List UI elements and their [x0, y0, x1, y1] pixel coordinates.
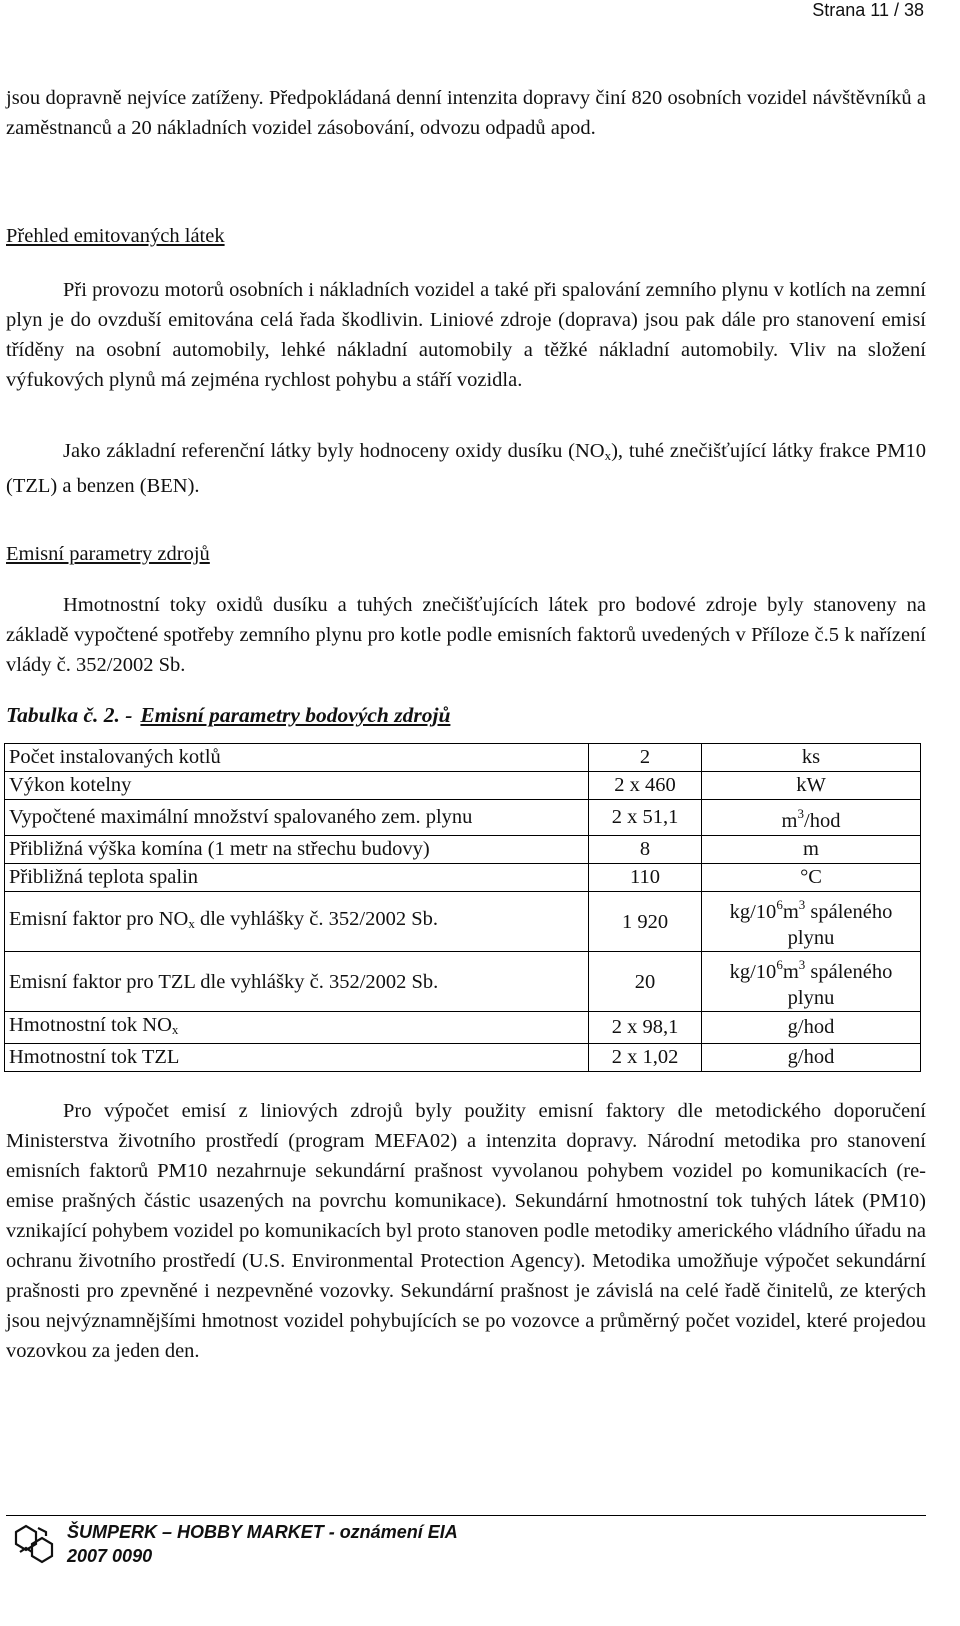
paragraph-line-sources: Pro výpočet emisí z liniových zdrojů byly použity emisní faktory dle metodického doporučení Ministerstva životního prostředí (program MEFA02) a intenzita dopravy. Národní metodika pro stanovení emisních faktorů PM10 nezahrnuje sekundární prašnost vyvolanou pohybem vozidel po komunikacích (re-emise prašných částic usazených na povrchu komunikace). Sekundární hmotnostní tok tuhých látek (PM10) vznikající pohybem vozidel po komunikacích byl proto stanoven podle metodiky amerického vládního úřadu na ochranu životního prostředí (U.S. Environmental Protection Agency). Metodika umožňuje výpočet sekundární prašnosti pro zpevněné i nezpevněné vozovky. Sekundární prašnost je závislá na celé řadě činitelů, ze kterých jsou nejvýznamnějšími hmotnost vozidel pohybujících se po vozovce a průměrný počet vozidel, které projedou vozovkou za jeden den. [6, 1100, 926, 1362]
value-cell: 2 [589, 744, 702, 772]
unit-cell: m [702, 836, 921, 864]
table-row [5, 892, 921, 952]
heading-source-params: Emisní parametry zdrojů [6, 543, 210, 565]
value-cell: 20 [589, 952, 702, 1012]
page-number: Strana 11 / 38 [812, 0, 924, 20]
unit-cell: ks [702, 744, 921, 772]
table-title [6, 703, 926, 728]
value-cell: 2 x 98,1 [589, 1012, 702, 1044]
table-row [5, 836, 921, 864]
param-cell: Emisní faktor pro TZL dle vyhlášky č. 352/2002 Sb. [5, 952, 589, 1012]
unit-cell: $kg/10^6m^3$ spáleného plynu [702, 892, 921, 952]
table-row [5, 772, 921, 800]
param-cell: Výkon kotelny [5, 772, 589, 800]
table-row [5, 1012, 921, 1044]
section-reference-substances [6, 436, 926, 501]
param-cell: Přibližná teplota spalin [5, 864, 589, 892]
section-source-params [6, 543, 926, 566]
paragraph-emissions-description: Při provozu motorů osobních i nákladních vozidel a také při spalování zemního plynu v kotlích na zemní plyn je do ovzduší emitována celá řada škodlivin. Liniové zdroje (doprava) jsou pak dále pro stanovení emisí tříděny na osobní automobily, lehké nákladní automobily a těžké nákladní automobily. Vliv na složení výfukových plynů má zejména rychlost pohybu a stáří vozidla. [6, 279, 926, 391]
unit-cell: °C [702, 864, 921, 892]
table-row [5, 864, 921, 892]
paragraph-mass-flows: Hmotnostní toky oxidů dusíku a tuhých znečišťujících látek pro bodové zdroje byly stanoveny na základě vypočtené spotřeby zemního plynu pro kotle podle emisních faktorů uvedených v Příloze č.5 k nařízení vlády č. 352/2002 Sb. [6, 594, 926, 676]
table-row [5, 952, 921, 1012]
param-cell: Hmotnostní tok TZL [5, 1044, 589, 1072]
unit-cell: $m^3$/hod [702, 800, 921, 836]
paragraph-traffic-intensity: jsou dopravně nejvíce zatíženy. Předpokládaná denní intenzita dopravy činí 820 osobních vozidel návštěvníků a zaměstnanců a 20 nákladních vozidel zásobování, odvozu odpadů apod. [6, 87, 926, 139]
table-row [5, 744, 921, 772]
section-traffic-intro [6, 83, 926, 143]
page-footer [6, 1515, 926, 1566]
footer-number: 2007 0090 [67, 1546, 153, 1566]
param-cell: Počet instalovaných kotlů [5, 744, 589, 772]
section-emissions-description [6, 275, 926, 395]
unit-cell: g/hod [702, 1012, 921, 1044]
param-cell: Emisní faktor pro $NO_x$ dle vyhlášky č. 352/2002 Sb. [5, 892, 589, 952]
param-cell: Vypočtené maximální množství spalovaného zem. plynu [5, 800, 589, 836]
unit-cell: kW [702, 772, 921, 800]
table-subject: Emisní parametry bodových zdrojů [140, 703, 451, 727]
company-logo-icon [12, 1522, 56, 1566]
heading-emitted-substances: Přehled emitovaných látek [6, 225, 225, 247]
unit-cell: g/hod [702, 1044, 921, 1072]
value-cell: 110 [589, 864, 702, 892]
section-emitted-substances [6, 225, 926, 248]
value-cell: 2 x 460 [589, 772, 702, 800]
table-label: Tabulka č. 2. - [6, 703, 133, 727]
table-row [5, 800, 921, 836]
section-mass-flows [6, 590, 926, 680]
param-cell: Hmotnostní tok $NO_x$ [5, 1012, 589, 1044]
section-line-sources [6, 1096, 926, 1366]
value-cell: 1 920 [589, 892, 702, 952]
value-cell: 2 x 51,1 [589, 800, 702, 836]
unit-cell: $kg/10^6m^3$ spáleného plynu [702, 952, 921, 1012]
footer-title: ŠUMPERK – HOBBY MARKET - oznámení EIA [67, 1522, 458, 1542]
table-row [5, 1044, 921, 1072]
footer-text [67, 1520, 458, 1568]
value-cell: 2 x 1,02 [589, 1044, 702, 1072]
paragraph-reference-substances: Jako základní referenční látky byly hodnoceny oxidy dusíku $(NO_x)$, tuhé znečišťující látky frakce PM10 (TZL) a benzen (BEN). [6, 440, 926, 497]
param-cell: Přibližná výška komína (1 metr na střechu budovy) [5, 836, 589, 864]
value-cell: 8 [589, 836, 702, 864]
emission-params-table [4, 743, 921, 1072]
